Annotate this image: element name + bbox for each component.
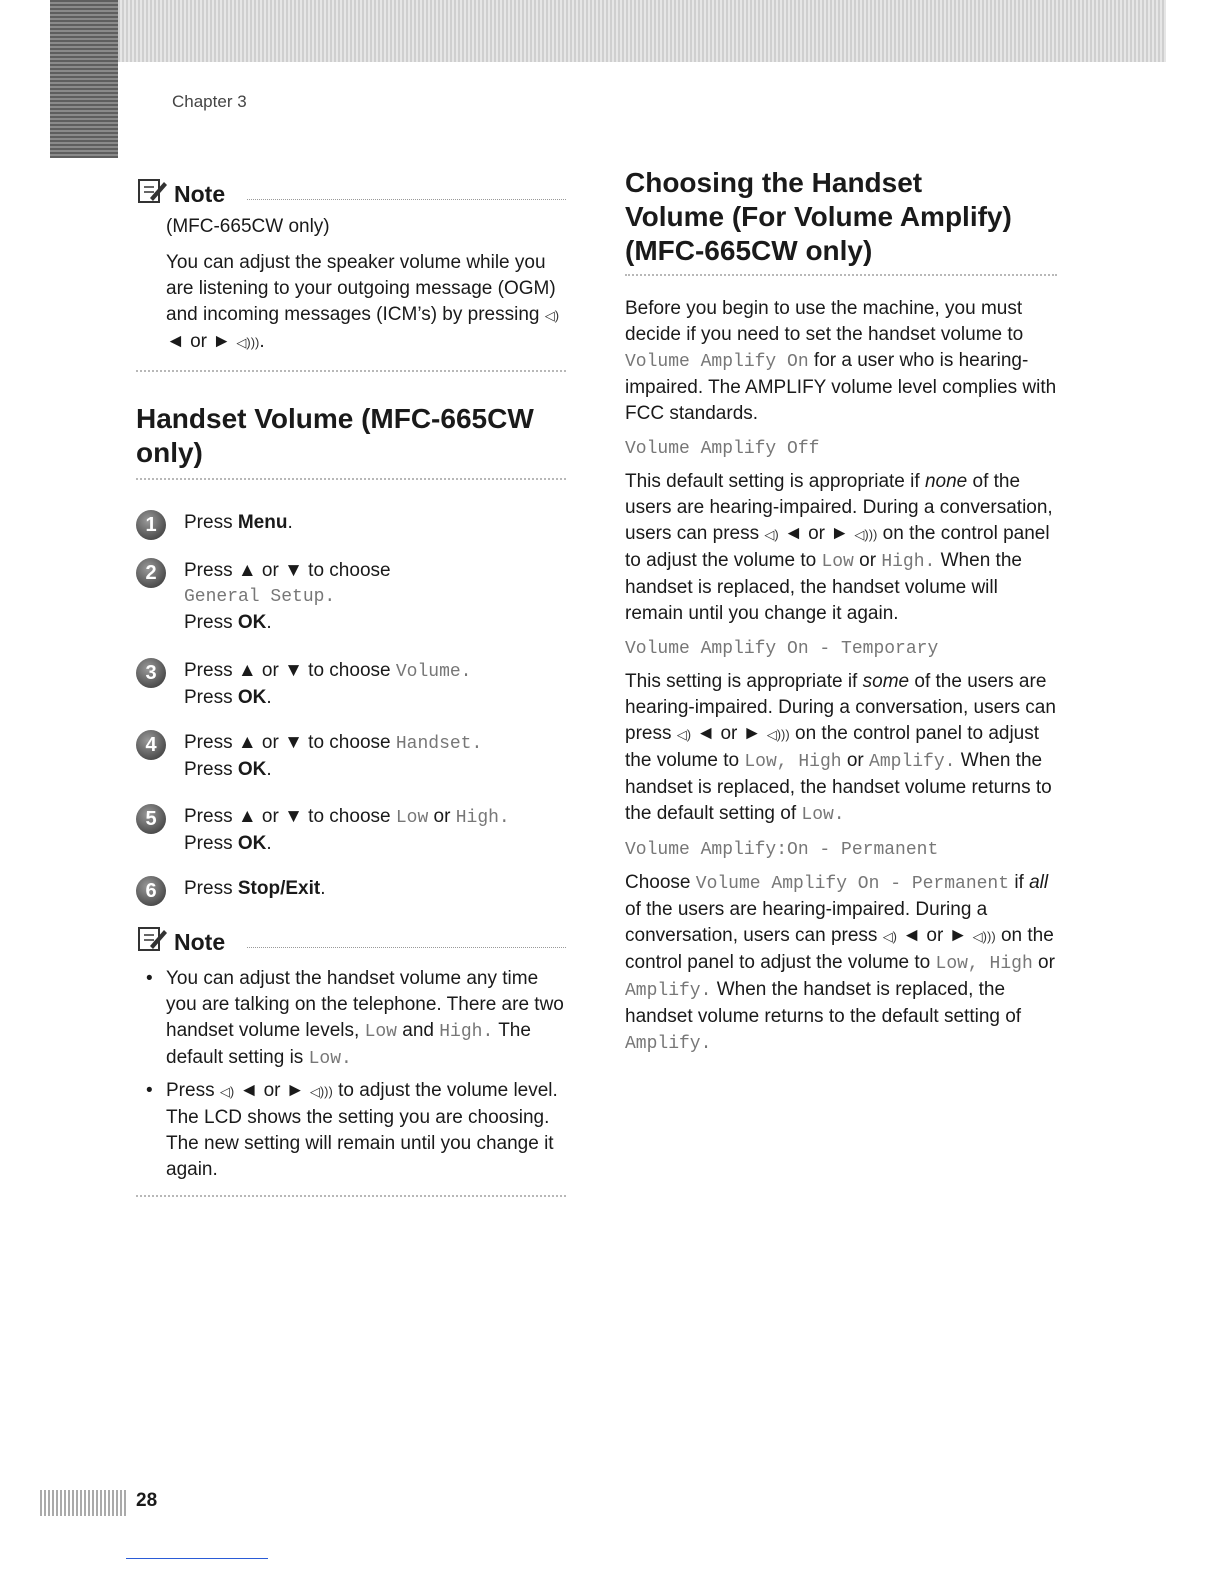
chapter-tab: [50, 0, 118, 158]
list-item: • Press ◁) ◄ or ► ◁))) to adjust the volume level. The LCD shows the setting you are choosing. The new setting will remain until you change it again.: [146, 1080, 558, 1180]
note-body: [136, 966, 566, 1183]
divider: [136, 1195, 566, 1197]
bottom-rule: [126, 1558, 268, 1559]
step-4: 4 Press ▲ or ▼ to choose Handset. Press OK.: [136, 730, 482, 783]
left-arrow-icon: ◄: [239, 1080, 259, 1101]
step-3: 3 Press ▲ or ▼ to choose Volume. Press OK.: [136, 658, 471, 711]
step-6: 6 Press Stop/Exit.: [136, 876, 325, 906]
speaker-high-icon: ◁))): [972, 929, 996, 944]
left-arrow-icon: ◄: [902, 925, 922, 946]
step-1: 1 Press Menu.: [136, 510, 293, 540]
step-number: 1: [136, 510, 166, 540]
section-title: Choosing the Handset Volume (For Volume Amplify) (MFC-665CW only): [625, 167, 1012, 266]
intro-paragraph: Before you begin to use the machine, you must decide if you need to set the handset volume to Volume Amplify On for a user who is hearing-impaired. The AMPLIFY volume level complies with FCC standards.: [625, 298, 1057, 424]
step-number: 2: [136, 558, 166, 588]
step-5: 5 Press ▲ or ▼ to choose Low or High. Press OK.: [136, 804, 510, 857]
note-header: [136, 920, 566, 954]
right-arrow-icon: ►: [742, 723, 762, 744]
speaker-high-icon: ◁))): [766, 727, 790, 742]
option-heading-temporary: Volume Amplify On - Temporary: [625, 639, 939, 659]
step-number: 4: [136, 730, 166, 760]
divider: [136, 370, 566, 372]
right-arrow-icon: ►: [285, 1080, 305, 1101]
note-label: Note: [174, 929, 226, 955]
speaker-low-icon: ◁): [764, 527, 779, 542]
steps-list: [136, 480, 566, 920]
note-label: Note: [174, 181, 226, 207]
speaker-low-icon: ◁): [676, 727, 692, 742]
speaker-low-icon: ◁): [882, 929, 898, 944]
left-arrow-icon: ◄: [784, 523, 803, 544]
section-title: Handset Volume (MFC-665CW only): [136, 403, 534, 468]
note-rule: [247, 199, 566, 200]
speaker-high-icon: ◁))): [309, 1084, 333, 1099]
right-arrow-icon: ►: [948, 925, 968, 946]
note-model: (MFC-665CW only): [166, 216, 330, 237]
left-arrow-icon: ◄: [166, 331, 185, 352]
note-rule: [247, 947, 566, 948]
header-band: [50, 0, 1166, 62]
step-number: 3: [136, 658, 166, 688]
left-column: [136, 172, 566, 1197]
speaker-high-icon: ◁))): [854, 527, 878, 542]
option-heading-off: Volume Amplify Off: [625, 439, 820, 459]
step-number: 5: [136, 804, 166, 834]
note-body: [136, 214, 566, 356]
option-temporary-text: This setting is appropriate if some of the users are hearing-impaired. During a conversation, users can press ◁) ◄ or ► ◁))) on the control panel to adjust the volume to Low, High or Amplify. When the handset is replaced, the handset volume returns to the default setting of Low.: [625, 671, 1056, 825]
list-item: • You can adjust the handset volume any time you are talking on the telephone. There are two handset volume levels, Low and High. The default setting is Low.: [146, 968, 564, 1069]
speaker-high-icon: ◁))): [236, 335, 260, 350]
step-2: 2 Press ▲ or ▼ to choose General Setup. Press OK.: [136, 558, 391, 636]
note-text: You can adjust the speaker volume while you are listening to your outgoing message (OGM) and incoming messages (ICM’s) by pressing ◁) ◄ or ► ◁))).: [166, 252, 560, 352]
speaker-low-icon: ◁): [544, 308, 560, 323]
note-pencil-icon: [136, 176, 168, 206]
page-number: 28: [136, 1490, 158, 1511]
option-permanent-text: Choose Volume Amplify On - Permanent if all of the users are hearing-impaired. During a conversation, users can press ◁) ◄ or ► ◁))) on the control panel to adjust the volume to Low, High or Amplify. When the handset is replaced, the handset volume returns to the default setting of Amplify.: [625, 872, 1055, 1054]
chapter-label: Chapter 3: [172, 92, 247, 111]
option-off-text: This default setting is appropriate if none of the users are hearing-impaired. During a conversation, users can press ◁) ◄ or ► ◁))) on the control panel to adjust the volume to Low or High. When the handset is replaced, the handset volume will remain until you change it again.: [625, 471, 1053, 624]
option-heading-permanent: Volume Amplify:On - Permanent: [625, 840, 939, 860]
right-arrow-icon: ►: [212, 331, 232, 352]
right-arrow-icon: ►: [830, 523, 850, 544]
left-arrow-icon: ◄: [696, 723, 716, 744]
note-pencil-icon: [136, 924, 168, 954]
step-number: 6: [136, 876, 166, 906]
note-header: [136, 172, 566, 206]
divider: [625, 274, 1057, 276]
right-column: [625, 166, 1057, 1057]
speaker-low-icon: ◁): [219, 1084, 235, 1099]
page-number-pattern: [40, 1490, 126, 1516]
